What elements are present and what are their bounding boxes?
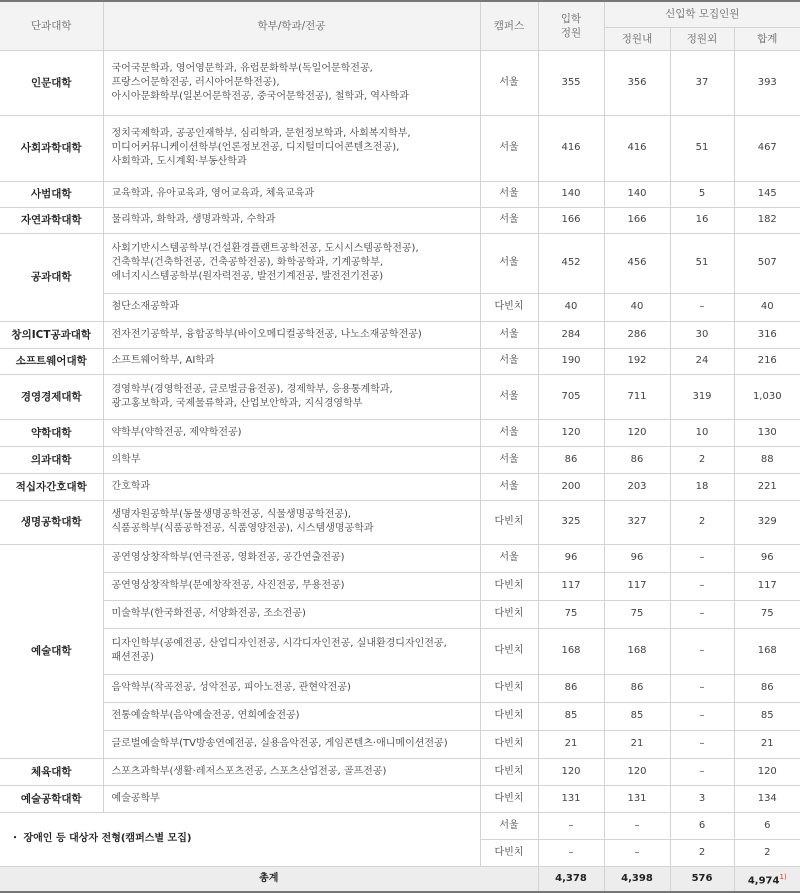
- total-cell: 96: [734, 544, 800, 572]
- total-cell: 40: [734, 293, 800, 321]
- total-cell: 393: [734, 50, 800, 115]
- table-row: [0, 500, 800, 544]
- table-row: [0, 348, 800, 374]
- outside-quota-cell: 37: [670, 50, 734, 115]
- campus-cell: 서울: [480, 233, 538, 293]
- outside-quota-cell: 3: [670, 785, 734, 812]
- quota-cell: 166: [538, 207, 604, 233]
- within-quota-cell: 96: [604, 544, 670, 572]
- department-list: 정치국제학과, 공공인재학부, 심리학과, 문헌정보학과, 사회복지학부, 미디어커뮤니케이션학부(언론정보전공, 디지털미디어콘텐츠전공), 사회학과, 도시계획·부동산학과: [103, 115, 480, 181]
- department-list: 전자전기공학부, 융합공학부(바이오메디컬공학전공, 나노소재공학전공): [103, 321, 480, 348]
- within-quota-cell: 86: [604, 446, 670, 473]
- total-cell: 130: [734, 419, 800, 446]
- quota-cell: 85: [538, 702, 604, 730]
- college-name: 예술대학: [0, 544, 103, 758]
- total-cell: 221: [734, 473, 800, 500]
- grand-total-quota: 4,378: [538, 866, 604, 892]
- college-name: 예술공학대학: [0, 785, 103, 812]
- outside-quota-cell: 18: [670, 473, 734, 500]
- within-quota-cell: 40: [604, 293, 670, 321]
- campus-cell: 서울: [480, 115, 538, 181]
- total-cell: 216: [734, 348, 800, 374]
- outside-quota-cell: 319: [670, 374, 734, 419]
- department-list: 공연영상창작학부(문예창작전공, 사진전공, 무용전공): [103, 572, 480, 600]
- college-name: 인문대학: [0, 50, 103, 115]
- table-row: [0, 181, 800, 207]
- department-list: 글로벌예술학부(TV방송연예전공, 실용음악전공, 게임콘텐츠·애니메이션전공): [103, 730, 480, 758]
- outside-quota-cell: 10: [670, 419, 734, 446]
- quota-cell: 96: [538, 544, 604, 572]
- within-quota-cell: 131: [604, 785, 670, 812]
- header-department: 학부/학과/전공: [103, 1, 480, 50]
- total-cell: 145: [734, 181, 800, 207]
- campus-cell: 서울: [480, 812, 538, 839]
- campus-cell: 다빈치: [480, 500, 538, 544]
- campus-cell: 서울: [480, 348, 538, 374]
- within-quota-cell: –: [604, 812, 670, 839]
- department-list: 물리학과, 화학과, 생명과학과, 수학과: [103, 207, 480, 233]
- campus-cell: 서울: [480, 419, 538, 446]
- table-row: [0, 758, 800, 785]
- quota-cell: 355: [538, 50, 604, 115]
- table-row: [0, 785, 800, 812]
- header-admission-quota: [538, 1, 604, 50]
- header-campus: 캠퍼스: [480, 1, 538, 50]
- outside-quota-cell: –: [670, 674, 734, 702]
- quota-cell: 40: [538, 293, 604, 321]
- outside-quota-cell: 2: [670, 500, 734, 544]
- campus-cell: 다빈치: [480, 702, 538, 730]
- table-row: [0, 207, 800, 233]
- outside-quota-cell: –: [670, 544, 734, 572]
- table-row: [0, 50, 800, 115]
- within-quota-cell: 192: [604, 348, 670, 374]
- table-row: [0, 293, 800, 321]
- quota-cell: 452: [538, 233, 604, 293]
- college-name: 창의ICT공과대학: [0, 321, 103, 348]
- campus-cell: 서울: [480, 446, 538, 473]
- within-quota-cell: 120: [604, 758, 670, 785]
- campus-cell: 서울: [480, 207, 538, 233]
- campus-cell: 다빈치: [480, 600, 538, 628]
- college-name: 경영경제대학: [0, 374, 103, 419]
- campus-cell: 서울: [480, 544, 538, 572]
- outside-quota-cell: –: [670, 758, 734, 785]
- within-quota-cell: 711: [604, 374, 670, 419]
- department-list: 사회기반시스템공학부(건설환경플랜트공학전공, 도시시스템공학전공), 건축학부(건축학전공, 건축공학전공), 화학공학과, 기계공학부, 에너지시스템공학부(원자력전공, 발전기계전공, 발전전기전공): [103, 233, 480, 293]
- campus-cell: 다빈치: [480, 293, 538, 321]
- college-name: 자연과학대학: [0, 207, 103, 233]
- department-list: 스포츠과학부(생활·레저스포츠전공, 스포츠산업전공, 골프전공): [103, 758, 480, 785]
- total-cell: 134: [734, 785, 800, 812]
- table-row: [0, 600, 800, 628]
- grand-total-label: 총계: [0, 866, 538, 892]
- quota-cell: 168: [538, 628, 604, 674]
- within-quota-cell: 286: [604, 321, 670, 348]
- college-name: 약학대학: [0, 419, 103, 446]
- outside-quota-cell: –: [670, 628, 734, 674]
- department-list: 국어국문학과, 영어영문학과, 유럽문화학부(독일어문학전공, 프랑스어문학전공, 러시아어문학전공), 아시아문화학부(일본어문학전공, 중국어문학전공), 철학과, 역사학과: [103, 50, 480, 115]
- grand-total-outside: 576: [670, 866, 734, 892]
- quota-cell: 200: [538, 473, 604, 500]
- grand-total-within: 4,398: [604, 866, 670, 892]
- within-quota-cell: 203: [604, 473, 670, 500]
- table-row: [0, 115, 800, 181]
- total-cell: 1,030: [734, 374, 800, 419]
- table-row: [0, 812, 800, 839]
- outside-quota-cell: –: [670, 702, 734, 730]
- outside-quota-cell: –: [670, 572, 734, 600]
- total-cell: 120: [734, 758, 800, 785]
- header-within-quota: 정원내: [604, 27, 670, 50]
- header-outside-quota: 정원외: [670, 27, 734, 50]
- quota-cell: –: [538, 812, 604, 839]
- quota-cell: 120: [538, 419, 604, 446]
- department-list: 음악학부(작곡전공, 성악전공, 피아노전공, 관현악전공): [103, 674, 480, 702]
- grand-total-row: [0, 866, 800, 892]
- campus-cell: 다빈치: [480, 758, 538, 785]
- department-list: 약학부(약학전공, 제약학전공): [103, 419, 480, 446]
- campus-cell: 서울: [480, 321, 538, 348]
- department-list: 경영학부(경영학전공, 글로벌금융전공), 경제학부, 응용통계학과, 광고홍보학과, 국제물류학과, 산업보안학과, 지식경영학부: [103, 374, 480, 419]
- outside-quota-cell: 24: [670, 348, 734, 374]
- header-new-student-group: 신입학 모집인원: [604, 1, 800, 27]
- department-list: 공연영상창작학부(연극전공, 영화전공, 공간연출전공): [103, 544, 480, 572]
- college-name: 소프트웨어대학: [0, 348, 103, 374]
- total-cell: 316: [734, 321, 800, 348]
- within-quota-cell: 416: [604, 115, 670, 181]
- total-cell: 168: [734, 628, 800, 674]
- within-quota-cell: 140: [604, 181, 670, 207]
- total-cell: 21: [734, 730, 800, 758]
- campus-cell: 서울: [480, 473, 538, 500]
- quota-cell: 705: [538, 374, 604, 419]
- outside-quota-cell: –: [670, 600, 734, 628]
- total-cell: 467: [734, 115, 800, 181]
- campus-cell: 서울: [480, 374, 538, 419]
- table-row: [0, 572, 800, 600]
- total-cell: 6: [734, 812, 800, 839]
- within-quota-cell: 21: [604, 730, 670, 758]
- total-cell: 85: [734, 702, 800, 730]
- within-quota-cell: –: [604, 839, 670, 866]
- within-quota-cell: 75: [604, 600, 670, 628]
- table-row: [0, 321, 800, 348]
- quota-cell: 131: [538, 785, 604, 812]
- table-row: [0, 702, 800, 730]
- campus-cell: 다빈치: [480, 839, 538, 866]
- quota-cell: 190: [538, 348, 604, 374]
- outside-quota-cell: 16: [670, 207, 734, 233]
- outside-quota-cell: 5: [670, 181, 734, 207]
- quota-cell: 284: [538, 321, 604, 348]
- header-college: 단과대학: [0, 1, 103, 50]
- college-name: 의과대학: [0, 446, 103, 473]
- within-quota-cell: 120: [604, 419, 670, 446]
- quota-cell: 120: [538, 758, 604, 785]
- outside-quota-cell: 30: [670, 321, 734, 348]
- college-name: 체육대학: [0, 758, 103, 785]
- total-cell: 329: [734, 500, 800, 544]
- campus-cell: 다빈치: [480, 730, 538, 758]
- department-list: 예술공학부: [103, 785, 480, 812]
- table-row: [0, 628, 800, 674]
- table-row: [0, 544, 800, 572]
- department-list: 간호학과: [103, 473, 480, 500]
- total-cell: 88: [734, 446, 800, 473]
- college-name: 생명공학대학: [0, 500, 103, 544]
- quota-cell: 140: [538, 181, 604, 207]
- department-list: 전통예술학부(음악예술전공, 연희예술전공): [103, 702, 480, 730]
- grand-total-value: 4,974: [747, 874, 780, 886]
- campus-cell: 다빈치: [480, 572, 538, 600]
- department-list: 디자인학부(공예전공, 산업디자인전공, 시각디자인전공, 실내환경디자인전공, 패션전공): [103, 628, 480, 674]
- total-cell: 117: [734, 572, 800, 600]
- campus-cell: 다빈치: [480, 628, 538, 674]
- total-cell: 182: [734, 207, 800, 233]
- table-row: [0, 419, 800, 446]
- quota-cell: 117: [538, 572, 604, 600]
- header-quota-line2: 정원: [560, 26, 582, 39]
- within-quota-cell: 168: [604, 628, 670, 674]
- total-cell: 2: [734, 839, 800, 866]
- total-cell: 86: [734, 674, 800, 702]
- header-total: 합계: [734, 27, 800, 50]
- within-quota-cell: 166: [604, 207, 670, 233]
- table-row: [0, 233, 800, 293]
- college-name: 적십자간호대학: [0, 473, 103, 500]
- within-quota-cell: 356: [604, 50, 670, 115]
- college-name: 공과대학: [0, 233, 103, 321]
- quota-cell: –: [538, 839, 604, 866]
- footnote-marker: 1): [779, 872, 787, 881]
- department-list: 소프트웨어학부, AI학과: [103, 348, 480, 374]
- department-list: 교육학과, 유아교육과, 영어교육과, 체육교육과: [103, 181, 480, 207]
- within-quota-cell: 456: [604, 233, 670, 293]
- within-quota-cell: 117: [604, 572, 670, 600]
- department-list: 미술학부(한국화전공, 서양화전공, 조소전공): [103, 600, 480, 628]
- quota-cell: 325: [538, 500, 604, 544]
- table-row: [0, 730, 800, 758]
- quota-cell: 416: [538, 115, 604, 181]
- table-row: [0, 446, 800, 473]
- quota-cell: 75: [538, 600, 604, 628]
- campus-cell: 서울: [480, 181, 538, 207]
- department-list: 첨단소재공학과: [103, 293, 480, 321]
- header-quota-line1: 입학: [560, 12, 582, 25]
- college-name: 사범대학: [0, 181, 103, 207]
- total-cell: 75: [734, 600, 800, 628]
- department-list: 생명자원공학부(동물생명공학전공, 식물생명공학전공), 식품공학부(식품공학전공, 식품영양전공), 시스템생명공학과: [103, 500, 480, 544]
- quota-cell: 86: [538, 674, 604, 702]
- disability-note: ・ 장애인 등 대상자 전형(캠퍼스별 모집): [0, 812, 480, 866]
- outside-quota-cell: –: [670, 293, 734, 321]
- within-quota-cell: 327: [604, 500, 670, 544]
- total-cell: 507: [734, 233, 800, 293]
- outside-quota-cell: –: [670, 730, 734, 758]
- outside-quota-cell: 6: [670, 812, 734, 839]
- outside-quota-cell: 51: [670, 233, 734, 293]
- college-name: 사회과학대학: [0, 115, 103, 181]
- outside-quota-cell: 2: [670, 446, 734, 473]
- quota-cell: 21: [538, 730, 604, 758]
- table-row: [0, 374, 800, 419]
- campus-cell: 서울: [480, 50, 538, 115]
- table-row: [0, 674, 800, 702]
- outside-quota-cell: 2: [670, 839, 734, 866]
- within-quota-cell: 85: [604, 702, 670, 730]
- outside-quota-cell: 51: [670, 115, 734, 181]
- table-row: [0, 473, 800, 500]
- within-quota-cell: 86: [604, 674, 670, 702]
- grand-total-total: [734, 866, 800, 892]
- quota-cell: 86: [538, 446, 604, 473]
- campus-cell: 다빈치: [480, 785, 538, 812]
- campus-cell: 다빈치: [480, 674, 538, 702]
- department-list: 의학부: [103, 446, 480, 473]
